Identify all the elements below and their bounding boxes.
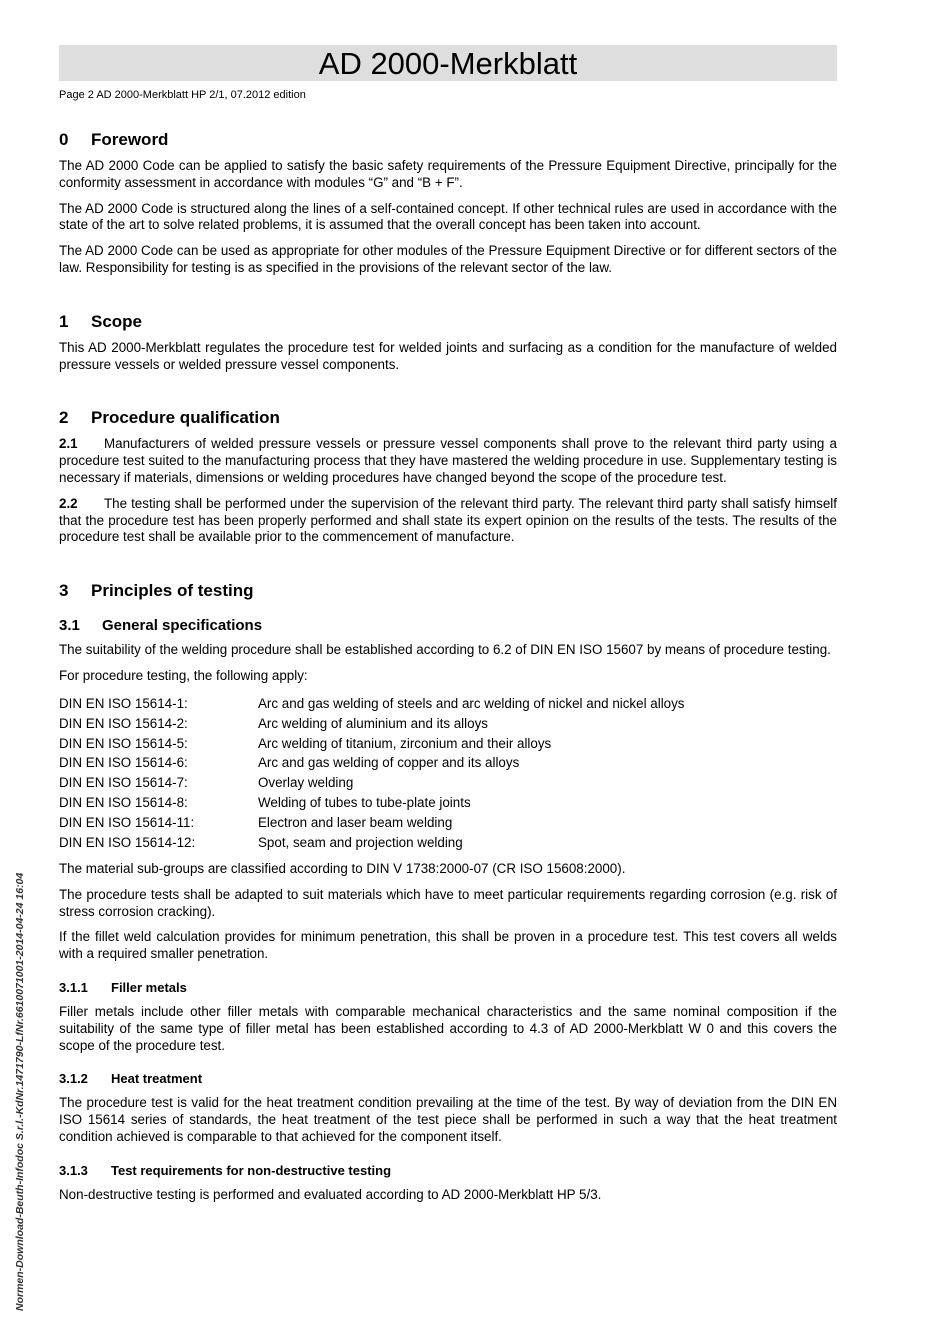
subsection-number: 3.1 — [59, 617, 80, 635]
standard-code: DIN EN ISO 15614-6: — [59, 755, 188, 771]
section-number: 2 — [59, 408, 69, 428]
paragraph: The procedure test is valid for the heat treatment condition prevailing at the time of the test. By way of deviation from the DIN EN ISO 15614 series of standards, the heat treatment of the test piece shall be performed in such a way that the heat treatment condition achieved is comparable to that achieved for the component itself. — [59, 1095, 837, 1144]
standards-row — [59, 753, 685, 773]
subsubsection-title: Test requirements for non-destructive testing — [111, 1162, 392, 1178]
edition-line: Page 2 AD 2000-Merkblatt HP 2/1, 07.2012 edition — [59, 89, 306, 101]
paragraph-text: The testing shall be performed under the supervision of the relevant third party. The relevant third party shall satisfy himself that the procedure test has been properly performed and shall state its expert opinion on the results of the tests. The results of the procedure test shall be available prior to the commencement of manufacture. — [59, 495, 837, 545]
paragraph-number: 2.1 — [59, 436, 78, 452]
paragraph: The AD 2000 Code can be used as appropriate for other modules of the Pressure Equipment Directive or for different sectors of the law. Responsibility for testing is as specified in the provisions of the relevant sector of the law. — [59, 243, 837, 275]
paragraph: The AD 2000 Code is structured along the lines of a self-contained concept. If other technical rules are used in accordance with the state of the art to solve related problems, it is assumed that the overall concept has been taken into account. — [59, 200, 837, 233]
standard-code: DIN EN ISO 15614-2: — [59, 715, 188, 731]
standards-row — [59, 694, 685, 714]
numbered-paragraph — [59, 436, 837, 486]
standard-code: DIN EN ISO 15614-5: — [59, 735, 188, 751]
standard-description: Arc welding of titanium, zirconium and their alloys — [258, 735, 552, 751]
section-heading-principles — [59, 581, 837, 601]
subsubsection-heading-ndt — [59, 1163, 837, 1178]
subsubsection-title: Heat treatment — [111, 1071, 203, 1087]
standards-row — [59, 714, 685, 734]
standard-code: DIN EN ISO 15614-8: — [59, 795, 188, 811]
standard-description: Welding of tubes to tube-plate joints — [258, 795, 471, 811]
section-number: 0 — [59, 130, 69, 149]
section-title: Principles of testing — [91, 581, 254, 601]
standard-code: DIN EN ISO 15614-11: — [59, 815, 195, 831]
standards-row — [59, 773, 685, 793]
standard-description: Overlay welding — [258, 775, 354, 791]
subsubsection-number: 3.1.2 — [59, 1071, 88, 1087]
paragraph: The material sub-groups are classified according to DIN V 1738:2000-07 (CR ISO 15608:2000). — [59, 861, 626, 876]
standard-description: Electron and laser beam welding — [258, 815, 453, 831]
subsubsection-heading-heat — [59, 1071, 837, 1086]
paragraph: The suitability of the welding procedure shall be established according to 6.2 of DIN EN ISO 15607 by means of procedure testing. — [59, 642, 831, 658]
paragraph-text: Manufacturers of welded pressure vessels or pressure vessel components shall prove to the relevant third party using a procedure test suited to the manufacturing process that they have mastered the welding procedure in use. Supplementary testing is necessary if materials, dimensions or welding procedures have changed beyond the scope of the procedure test. — [59, 436, 837, 485]
standards-row — [59, 734, 685, 754]
subsubsection-number: 3.1.3 — [59, 1162, 88, 1178]
standards-row — [59, 833, 685, 853]
section-heading-foreword — [59, 130, 837, 150]
paragraph: Non-destructive testing is performed and evaluated according to AD 2000-Merkblatt HP 5/3. — [59, 1186, 602, 1202]
paragraph: The procedure tests shall be adapted to suit materials which have to meet particular requirements regarding corrosion (e.g. risk of stress corrosion cracking). — [59, 886, 837, 919]
standard-code: DIN EN ISO 15614-1: — [59, 695, 188, 711]
section-number: 3 — [59, 581, 69, 601]
document-title: AD 2000-Merkblatt — [59, 45, 837, 81]
subsubsection-number: 3.1.1 — [59, 979, 88, 995]
subsection-title: General specifications — [102, 617, 263, 635]
subsubsection-title: Filler metals — [111, 979, 187, 995]
section-title: Scope — [91, 311, 143, 331]
standards-row — [59, 813, 685, 833]
paragraph: This AD 2000-Merkblatt regulates the procedure test for welded joints and surfacing as a condition for the manufacture of welded pressure vessels or welded pressure vessel components. — [59, 339, 837, 372]
standards-row — [59, 793, 685, 813]
section-title: Procedure qualification — [91, 408, 280, 428]
paragraph: If the fillet weld calculation provides for minimum penetration, this shall be proven in a procedure test. This test covers all welds with a required smaller penetration. — [59, 929, 837, 962]
subsection-heading-general — [59, 617, 837, 634]
paragraph: The AD 2000 Code can be applied to satisfy the basic safety requirements of the Pressure Equipment Directive, principally for the conformity assessment in accordance with modules “G” and “B + F”. — [59, 158, 837, 190]
standard-description: Arc and gas welding of copper and its alloys — [258, 755, 520, 771]
subsubsection-heading-filler — [59, 980, 837, 995]
paragraph: Filler metals include other filler metals with comparable mechanical characteristics and the same nominal composition if the suitability of the same type of filler metal has been established according to 4.3 of AD 2000-Merkblatt W 0 and this covers the scope of the procedure test. — [59, 1003, 837, 1053]
download-watermark: Normen-Download-Beuth-Infodoc S.r.l.-KdNr.1471790-LfNr.6610071001-2014-04-24 16:04 — [14, 872, 26, 1311]
section-title: Foreword — [91, 130, 169, 149]
standards-list — [59, 694, 685, 853]
section-heading-scope — [59, 312, 837, 332]
paragraph-number: 2.2 — [59, 495, 78, 511]
section-heading-qualification — [59, 408, 837, 428]
standard-code: DIN EN ISO 15614-12: — [59, 835, 196, 851]
numbered-paragraph — [59, 496, 837, 546]
standard-description: Arc welding of aluminium and its alloys — [258, 715, 488, 731]
section-number: 1 — [59, 311, 69, 331]
standard-description: Arc and gas welding of steels and arc welding of nickel and nickel alloys — [258, 695, 685, 711]
document-body — [59, 130, 837, 1213]
standard-code: DIN EN ISO 15614-7: — [59, 775, 188, 791]
paragraph: For procedure testing, the following apply: — [59, 667, 308, 683]
standard-description: Spot, seam and projection welding — [258, 835, 463, 851]
